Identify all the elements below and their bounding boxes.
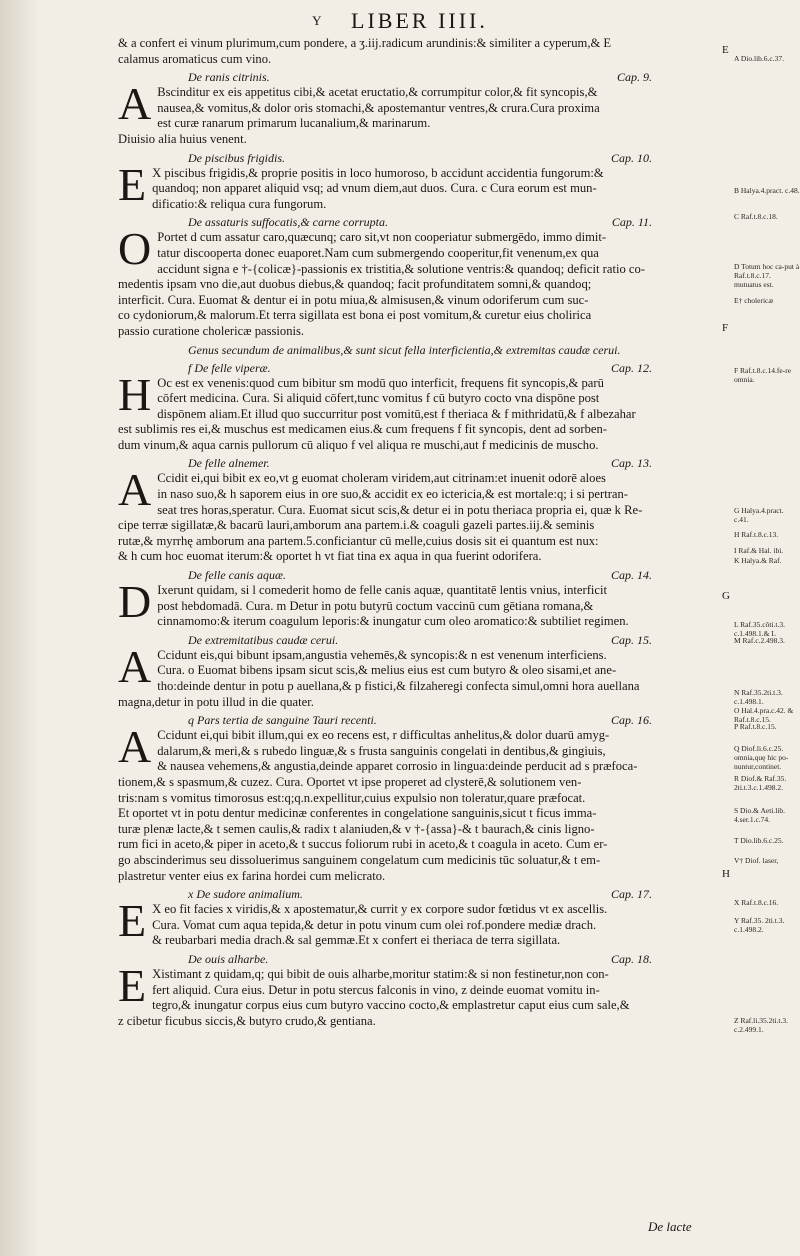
text-line: co cydoniorum,& malorum.Et terra sigillata est bona ei post vomitum,& curetur eius cholirica — [118, 308, 592, 323]
text-line: Bscinditur ex eis appetitus cibi,& acetat eructatio,& corrumpitur color,& fit syncopis,& — [157, 85, 598, 100]
margin-note: I Raf.& Hal. ibi. — [734, 546, 784, 555]
chapter-title: q Pars tertia de sanguine Tauri recenti. — [188, 713, 377, 728]
margin-note: T Dio.lib.6.c.25. — [734, 836, 784, 845]
margin-note: G Halya.4.pract. c.41. — [734, 506, 784, 524]
chapter-heading — [118, 150, 718, 166]
chapter-paragraph — [118, 464, 718, 565]
text-line: medentis ipsam vno die,aut duobus diebus,& quandoq; facit profunditatem somni,& quandoq; — [118, 277, 592, 292]
chapter-heading — [118, 567, 718, 583]
drop-capital: O — [118, 223, 152, 275]
margin-note: X Raf.t.8.c.16. — [734, 898, 779, 907]
chapter-number: Cap. 12. — [610, 360, 652, 375]
text-line: tris:nam s vomitus timorosus est:q;q.n.expellitur,cuius expulsio non toleratur,quare præfocat. — [118, 790, 586, 805]
text-line: dalarum,& meri,& s rubedo linguæ,& s frusta sanguinis congelati in dentibus,& gingiuis, — [157, 743, 606, 758]
margin-note: Q Diof.li.6.c.25. omnia,quę hic po-nuntur,continet. — [734, 744, 789, 771]
chapter-paragraph — [118, 158, 718, 213]
chapter-title: De piscibus frigidis. — [188, 150, 286, 165]
text-line: nausea,& vomitus,& dolor oris stomachi,& apostemantur ventres,& crura.Cura proxima — [157, 100, 600, 115]
text-line: dispōnem aliam.Et illud quo succurritur post vomitū,est f theriaca & f mithridatū,& f albezahar — [157, 406, 636, 421]
text-line: tatur discooperta donec euaporet.Nam cum submergendo cooperitur,fit venenum,ex qua — [157, 245, 599, 260]
chapter-paragraph — [118, 78, 718, 147]
drop-capital: A — [118, 640, 152, 692]
chapter-title: Genus secundum de animalibus,& sunt sicut fella interficientia,& extremitas caudæ cerui. — [188, 342, 621, 357]
text-line: magna,detur in potu illud in die quater. — [118, 694, 314, 709]
chapter-number: Cap. 11. — [611, 215, 652, 230]
chapter-title: De ouis alharbe. — [188, 951, 269, 966]
chapter-title: De felle canis aquæ. — [188, 568, 286, 583]
section-marker-letter: F — [722, 322, 729, 334]
chapter-title: De assaturis suffocatis,& carne corrupta. — [188, 215, 388, 230]
text-line: cipe terræ sigillatæ,& bacarū lauri,amborum ana partem.i.& coaguli gazeli partes.iij.& seminis — [118, 518, 595, 533]
text-line: dum vinum,& aqua carnis pullorum cū aliquo f vel aliqua re muschi,aut f medicinis de muscho. — [118, 437, 599, 452]
text-line: Cura. o Euomat bibens ipsam sicut scis,& melius eius est cum butyro & oleo sisami,et ane- — [157, 663, 617, 678]
margin-note: N Raf.35.2ti.t.3. c.1.498.1. — [734, 688, 783, 706]
main-text-column — [118, 36, 718, 1029]
margin-note: L Raf.35.côti.t.3. c.1.498.1.& L — [734, 620, 785, 638]
text-line: z cibetur ficubus siccis,& butyro crudo,& gentiana. — [118, 1013, 376, 1028]
text-line: Ccidit ei,qui bibit ex eo,vt g euomat choleram viridem,aut citrinam:et inuenit odorē aloes — [157, 471, 606, 486]
text-line: tionem,& s spasmum,& cuzez. Cura. Oportet vt ipse properet ad clysterē,& solutionem ven- — [118, 774, 582, 789]
drop-capital: A — [118, 721, 152, 773]
chapter-title: De felle alnemer. — [188, 456, 270, 471]
chapter-number: Cap. 10. — [610, 150, 652, 165]
text-line: turæ plenæ lacte,& t semen caulis,& radix t alaniuden,& v †-{assa}-& t baurach,& cinis ligno- — [118, 821, 595, 836]
section-marker-letter: H — [722, 868, 730, 880]
text-line: tho:deinde dentur in potu p auellana,& p fistici,& filzaheregi confecta simul,omni hora auellana — [157, 679, 640, 693]
chapter-number: Cap. 15. — [610, 632, 652, 647]
drop-capital: E — [118, 895, 147, 947]
text-line: Ccidunt ei,qui bibit illum,qui ex eo recens est, r difficultas anhelitus,& dolor duarū amyg- — [157, 728, 610, 743]
text-line: accidunt signa e †-{colicæ}-passionis ex tristitia,& solutione ventris:& quandoq; deficit ratio co- — [157, 261, 645, 276]
catchword: De lacte — [648, 1219, 692, 1234]
chapter-list — [118, 69, 718, 1029]
chapter-number: Cap. 17. — [610, 887, 652, 902]
text-line: in naso suo,& h saporem eius in ore suo,& accidit ex eo ictericia,& est mortale:q; i si pertran- — [157, 487, 628, 502]
text-line: X eo fit facies x viridis,& x apostematur,& currit y ex corpore sudor fœtidus vt ex ascellis. — [152, 902, 608, 917]
text-line: Diuisio alia huius venent. — [118, 131, 247, 146]
text-line: Ixerunt quidam, si l comederit homo de felle canis aquæ, quantitatē lentis vnius, interficit — [157, 583, 607, 598]
chapter-heading — [118, 632, 718, 648]
text-line: dificatio:& reliqua cura fungorum. — [152, 196, 327, 211]
header-signature-mark: Y — [312, 13, 325, 28]
text-line: passio curatione cholericæ passionis. — [118, 323, 305, 338]
page-title: LIBER IIII. — [351, 8, 488, 33]
intro-line: & a confert ei vinum plurimum,cum pondere, a ʒ.iij.radicum arundinis:& similiter a cyperum,& E — [118, 36, 612, 50]
chapter-paragraph — [118, 223, 718, 339]
chapter-heading — [118, 455, 718, 471]
text-line: rum fici in aceto,& piper in aceto,& t succus foliorum rubi in aceto,& t coagula in aceto. Cum er- — [118, 837, 608, 852]
chapter-number: Cap. 14. — [610, 568, 652, 583]
text-line: fert aliquid. Cura eius. Detur in potu stercus falconis in vino, z deinde euomat vomitu in- — [152, 982, 600, 997]
text-line: Oc est ex venenis:quod cum bibitur sm modū quo interficit, frequens fit syncopis,& parū — [157, 375, 604, 390]
chapter-paragraph — [118, 895, 718, 949]
chapter-title: x De sudore animalium. — [188, 887, 303, 902]
text-line: cōfert medicina. Cura. Si aliquid cōfert,tunc vomitus f cū butyro cocto vna dispōne post — [157, 391, 600, 406]
text-line: rutæ,& myrrhę amborum ana partem.5.conficiantur cū melle,cuius dosis sit ei quantum est nux: — [118, 533, 599, 548]
margin-note: R Diof.& Raf.35. 2ti.t.3.c.1.498.2. — [734, 774, 787, 792]
text-line: quandoq; non apparet aliquid vsq; ad vnum diem,aut duos. Cura. c Cura eorum est mun- — [152, 181, 597, 196]
text-line: cinnamomo:& iterum coagulum leporis:& inungatur cum oleo aromatico:& subtiliet regimen. — [157, 614, 629, 629]
text-line: est curæ ranarum primarum lucanalium,& marinarum. — [157, 116, 431, 131]
drop-capital: A — [118, 78, 152, 130]
chapter-heading — [118, 360, 718, 376]
chapter-heading — [118, 342, 718, 358]
margin-note: H Raf.t.8.c.13. — [734, 530, 779, 539]
margin-note: D Totum hoc ca-put à Raf.t.8.c.17. mutuatus est. — [734, 262, 800, 289]
running-header — [0, 8, 800, 34]
text-line: X piscibus frigidis,& proprie positis in loco humoroso, b accidunt accidentia fungorum:& — [152, 165, 604, 180]
intro-line: calamus aromaticus cum vino. — [118, 51, 272, 66]
chapter-title: f De felle viperæ. — [188, 360, 271, 375]
chapter-heading — [118, 886, 718, 902]
margin-note: K Halya.& Raf. — [734, 556, 782, 565]
text-line: est sublimis res ei,& muschus est medicamen eius.& cum frequens f fit syncopis, dent ad sorben- — [118, 422, 607, 437]
page-gutter-shadow — [0, 0, 40, 1256]
chapter-number: Cap. 9. — [616, 70, 652, 85]
section-marker-letter: E — [722, 44, 729, 56]
text-line: plastretur venter eius ex farina hordei cum melicrato. — [118, 868, 386, 883]
text-line: Et oportet vt in potu dentur medicinæ conferentes in congelatione sanguinis,sicut t ficus imma- — [118, 806, 597, 821]
chapter-number: Cap. 13. — [610, 456, 652, 471]
chapter-heading — [118, 712, 718, 728]
text-line: Ccidunt eis,qui bibunt ipsam,angustia vehemēs,& syncopis:& n est venenum interficiens. — [157, 647, 607, 662]
margin-note: Y Raf.35. 2ti.t.3. c.1.498.2. — [734, 916, 785, 934]
chapter-number: Cap. 18. — [610, 951, 652, 966]
margin-note: M Raf.c.2.498.3. — [734, 636, 785, 645]
text-line: seat tres horas,speratur. Cura. Euomat sicut scis,& detur ei in potu theriaca propria ei, quæ k Re- — [157, 502, 643, 517]
drop-capital: D — [118, 576, 152, 628]
margin-note: F Raf.t.8.c.14.fe-re omnia. — [734, 366, 792, 384]
text-line: & h cum hoc euomat iterum:& oportet h vt fiat tina ex aqua in qua fuerint odorifera. — [118, 549, 542, 564]
margin-note: A Dio.lib.6.c.37. — [734, 54, 784, 63]
margin-note: C Raf.t.8.c.18. — [734, 212, 778, 221]
text-line: Portet d cum assatur caro,quæcunq; caro sit,vt non cooperiatur submergēdo, immo dimit- — [157, 230, 607, 245]
margin-note: P Raf.t.8.c.15. — [734, 722, 777, 731]
text-line: go abscinderimus seu dissoluerimus sanguinem congelatum cum medicinis tūc soluatur,& t em- — [118, 852, 601, 867]
text-line: & reubarbari media drach.& sal gemmæ.Et x confert ei theriaca de terra sigillata. — [152, 933, 561, 948]
drop-capital: E — [118, 158, 147, 210]
chapter-paragraph — [118, 576, 718, 630]
margin-note: O Hal.4.pra.c.42. & Raf.t.8.c.15. — [734, 706, 794, 724]
chapter-heading — [118, 69, 718, 85]
chapter-title: De extremitatibus caudæ cerui. — [188, 632, 339, 647]
chapter-number: Cap. 16. — [610, 713, 652, 728]
chapter-paragraph — [118, 640, 718, 710]
margin-note: E† cholericæ — [734, 296, 774, 305]
text-line: post hebdomadā. Cura. m Detur in potu butyrū coctum vaccinū cum gētiana romana,& — [157, 598, 594, 613]
text-line: Xistimant z quidam,q; qui bibit de ouis alharbe,moritur statim:& si non festinetur,non con- — [152, 966, 609, 981]
chapter-title: De ranis citrinis. — [188, 70, 270, 85]
drop-capital: E — [118, 959, 147, 1011]
text-line: & nausea vehemens,& angustia,deinde apparet corrosio in lingua:deinde perducit ad s præfoca- — [157, 759, 638, 774]
chapter-paragraph — [118, 959, 718, 1029]
margin-note: S Dio.& Aeti.lib. 4.ser.1.c.74. — [734, 806, 786, 824]
chapter-heading — [118, 951, 718, 967]
margin-note: Z Raf.li.35.2ti.t.3. c.2.499.1. — [734, 1016, 788, 1034]
text-line: tegro,& inungatur corpus eius cum butyro vaccino cocto,& emplastretur caput eius cum sale,& — [152, 998, 630, 1013]
text-line: interficit. Cura. Euomat & dentur ei in potu miua,& almisusen,& vinum odoriferum cum suc- — [118, 292, 589, 307]
text-line: Cura. Vomat cum aqua tepida,& detur in potu vinum cum olei rof.pondere mediæ drach. — [152, 917, 597, 932]
chapter-paragraph — [118, 368, 718, 454]
drop-capital: H — [118, 368, 152, 420]
section-marker-letter: G — [722, 590, 730, 602]
chapter-heading — [118, 214, 718, 230]
chapter-paragraph — [118, 721, 718, 884]
margin-note: B Halya.4.pract. c.48. — [734, 186, 800, 195]
margin-note: V† Diof. laser, — [734, 856, 779, 865]
drop-capital: A — [118, 464, 152, 516]
